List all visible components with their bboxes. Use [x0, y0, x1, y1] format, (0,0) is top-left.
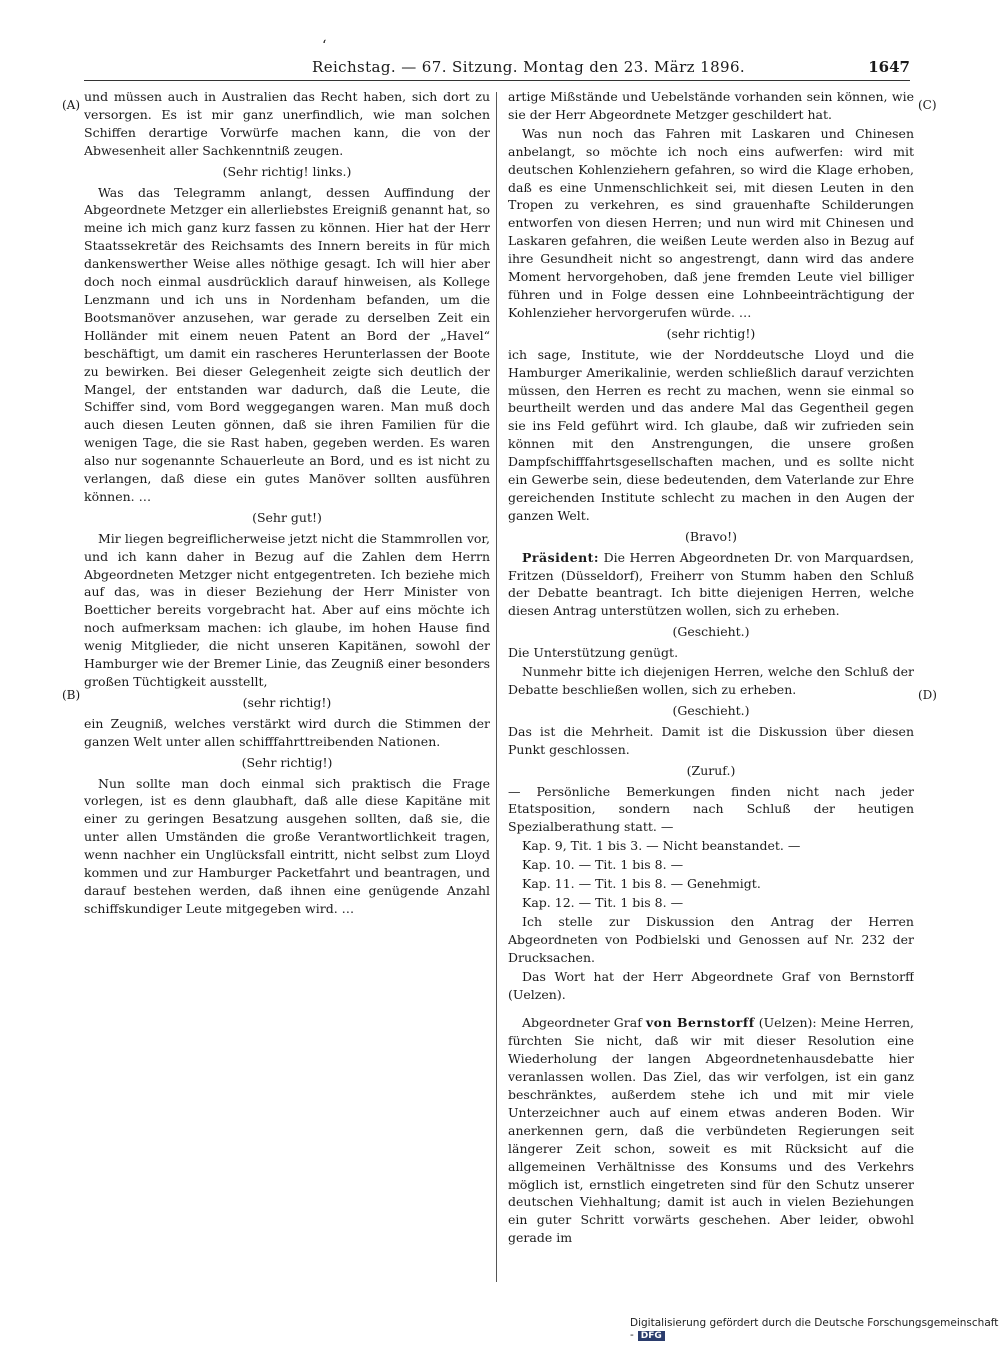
page-number: 1647: [868, 58, 910, 76]
margin-marker-a: (A): [62, 98, 81, 112]
speaker-label: Präsident:: [522, 549, 600, 565]
president-paragraph: [508, 549, 914, 621]
margin-marker-c: (C): [918, 98, 937, 112]
interjection: (sehr richtig!): [666, 325, 756, 341]
speaker-title: Abgeordneter Graf: [522, 1015, 642, 1031]
footer-text: Digitalisierung gefördert durch die Deutsche Forschungsgemeinschaft -: [630, 1317, 999, 1341]
chapter-line: Kap. 9, Tit. 1 bis 3. — Nicht beanstandet. —: [522, 838, 801, 854]
paragraph: — Persönliche Bemerkungen finden nicht nach jeder Etatsposition, sondern nach Schluß der heutigen Spezialberathung statt. —: [508, 783, 914, 835]
interjection: (Geschieht.): [672, 624, 750, 640]
paragraph: Nunmehr bitte ich diejenigen Herren, welche den Schluß der Debatte beschließen wollen, sich zu erheben.: [508, 664, 914, 697]
paragraph: Mir liegen begreiflicherweise jetzt nicht die Stammrollen vor, und ich kann daher in Bezug auf die Zahlen dem Herrn Abgeordneten Metzger nicht entgegentreten. Ich beziehe mich auf das, was in dieser Beziehung der Herr Minister von Boetticher bereits vorgebracht hat. Aber auf eins möchte ich noch aufmerksam machen: ich glaube, im hohen Hause find wenig Mitglieder, die nicht unseren Kapitänen, sowohl der Hamburger wie der Bremer Linie, das Zeugniß einer besonders großen Tüchtigkeit ausstellt,: [84, 530, 490, 689]
paragraph-text: (Uelzen): Meine Herren, fürchten Sie nicht, daß wir mit dieser Resolution eine Wiederholung der langen Abgeordnetenhausdebatte hier veranlassen wollen. Das Ziel, das wir verfolgen, ist ein ganz beschränktes, außerdem stehe ich und mit mir viele Unterzeichner auch auf einem etwas anderen Boden. Wir anerkennen gern, daß die verbündeten Regierungen seit längerer Zeit schon, soweit es mit Rücksicht auf die allgemeinen Verhältnisse des Konsums und des Verkehrs möglich ist, ernstlich eingetreten sind für den Schutz unserer deutschen Viehhaltung; damit ist auch in vielen Beziehungen ein guter Schritt vorwärts geschehen. Aber leider, obwohl gerade im: [508, 1015, 914, 1246]
paragraph: Die Unterstützung genügt.: [508, 645, 679, 661]
page-header: [84, 58, 910, 81]
left-column: [84, 88, 490, 1278]
interjection: (Sehr gut!): [252, 509, 322, 525]
margin-marker-d: (D): [918, 688, 937, 702]
chapter-line: Kap. 10. — Tit. 1 bis 8. —: [522, 857, 684, 873]
paragraph: und müssen auch in Australien das Recht haben, sich dort zu versorgen. Es ist mir ganz unerfindlich, wie man solchen Schiffen derartige Vorwürfe machen kann, die von der Abwesenheit aller Sachkenntniß zeugen.: [84, 89, 490, 158]
interjection: (Zuruf.): [686, 762, 736, 778]
column-divider: [496, 92, 497, 1282]
chapter-line: Kap. 11. — Tit. 1 bis 8. — Genehmigt.: [522, 876, 761, 892]
speaker-name: von Bernstorff: [645, 1015, 755, 1031]
running-title: Reichstag. — 67. Sitzung. Montag den 23. März 1896.: [312, 58, 746, 76]
speech-paragraph: [508, 1014, 914, 1247]
paragraph: Was das Telegramm anlangt, dessen Auffindung der Abgeordnete Metzger ein allerliebstes Ereigniß genannt hat, so meine ich mich ganz kurz fassen zu können. Hier hat der Herr Staatssekretär des Reichsamts des Innern bereits in für mich dankenswerther Weise alles nöthige gesagt. Ich will hier aber doch noch einmal ausdrücklich darauf hinweisen, als Kollege Lenzmann und ich uns in Nordenham befanden, um die Bootsmanöver anzusehen, war gerade zu derselben Zeit ein Holländer mit einem neuen Patent an Bord der „Havel“ beschäftigt, um damit ein rascheres Herunterlassen der Boote zu bewirken. Bei dieser Gelegenheit zeigte sich deutlich der Mangel, der entstanden war dadurch, daß die Leute, die Schiffer sind, vom Bord weggegangen waren. Man muß doch auch diesen Leuten gönnen, daß sie ihren Familien für die wenigen Tage, die sie Rast haben, gegeben werden. Es waren also nur sogenannte Schauerleute an Bord, und es ist nicht zu verlangen, daß diese ein gutes Manöver sollten ausführen können. …: [84, 184, 490, 504]
interjection: (Sehr richtig! links.): [222, 163, 352, 179]
paragraph: Nun sollte man doch einmal sich praktisch die Frage vorlegen, ist es denn glaubhaft, daß alle diese Kapitäne mit einer zu geringen Besatzung ausgehen sollten, daß sie, die unter allen Umständen die große Verantwortlichkeit tragen, wenn nachher ein Unglücksfall eintritt, nicht selbst zum Lloyd kommen und zur Hamburger Packetfahrt und beantragen, und darauf bestehen werden, daß ihnen eine genügende Anzahl schiffskundiger Leute mitgegeben wird. …: [84, 775, 490, 916]
chapter-line: Kap. 12. — Tit. 1 bis 8. —: [522, 894, 684, 910]
right-column: [508, 88, 914, 1278]
paragraph-text: Die Herren Abgeordneten Dr. von Marquardsen, Fritzen (Düsseldorf), Freiherr von Stumm haben den Schluß der Debatte beantragt. Ich bitte diejenigen Herren, welche diesen Antrag unterstützen wollen, sich zu erheben.: [508, 549, 914, 619]
paragraph: ich sage, Institute, wie der Norddeutsche Lloyd und die Hamburger Amerikalinie, werden schließlich darauf verzichten müssen, den Herren es recht zu machen, wenn sie einmal so beurtheilt werden und das andere Mal das Gegentheil gegen sie ins Feld geführt wird. Ich glaube, daß wir zufrieden sein können mit den Anstrengungen, die unsere großen Dampfschifffahrtsgesellschaften machen, und es sollte nicht ein Gewerbe sein, diese bedeutenden, dem Vaterlande zur Ehre gereichenden Institute schlecht zu machen in den Augen der ganzen Welt.: [508, 346, 914, 523]
interjection: (Sehr richtig!): [241, 754, 333, 770]
paragraph: ein Zeugniß, welches verstärkt wird durch die Stimmen der ganzen Welt unter allen schifffahrttreibenden Nationen.: [84, 715, 490, 749]
margin-marker-b: (B): [62, 688, 81, 702]
paragraph: Was nun noch das Fahren mit Laskaren und Chinesen anbelangt, so möchte ich noch eins aufwerfen: wird mit deutschen Kohlenziehern gefahren, so wird die Klage erhoben, daß es eine Unmenschlichkeit sei, mit diesen Leuten in den Tropen zu verkehren, es sind grauenhafte Schilderungen entworfen von diesen Herren; und nun wird mit Chinesen und Laskaren gefahren, die weißen Leute werden also in Bezug auf ihre Gesundheit nicht so angestrengt, dann wird das andere Moment hervorgehoben, daß jene fremden Leute viel billiger führen und in Folge dessen eine Lohnbeeinträchtigung der Kohlenzieher hervorgerufen würde. …: [508, 125, 914, 320]
interjection: (Bravo!): [685, 528, 737, 544]
footer-credit: [630, 1317, 1000, 1341]
paragraph: artige Mißstände und Uebelstände vorhanden sein können, wie sie der Herr Abgeordnete Metzger geschildert hat.: [508, 89, 914, 122]
interjection: (Geschieht.): [672, 702, 750, 718]
tick-mark: ‘: [322, 38, 327, 54]
interjection: (sehr richtig!): [242, 694, 332, 710]
paragraph: Ich stelle zur Diskussion den Antrag der Herren Abgeordneten von Podbielski und Genossen auf Nr. 232 der Drucksachen.: [508, 913, 914, 965]
paragraph: Das ist die Mehrheit. Damit ist die Diskussion über diesen Punkt geschlossen.: [508, 723, 914, 757]
paragraph: Das Wort hat der Herr Abgeordnete Graf von Bernstorff (Uelzen).: [508, 968, 914, 1002]
dfg-logo: DFG: [638, 1331, 665, 1341]
